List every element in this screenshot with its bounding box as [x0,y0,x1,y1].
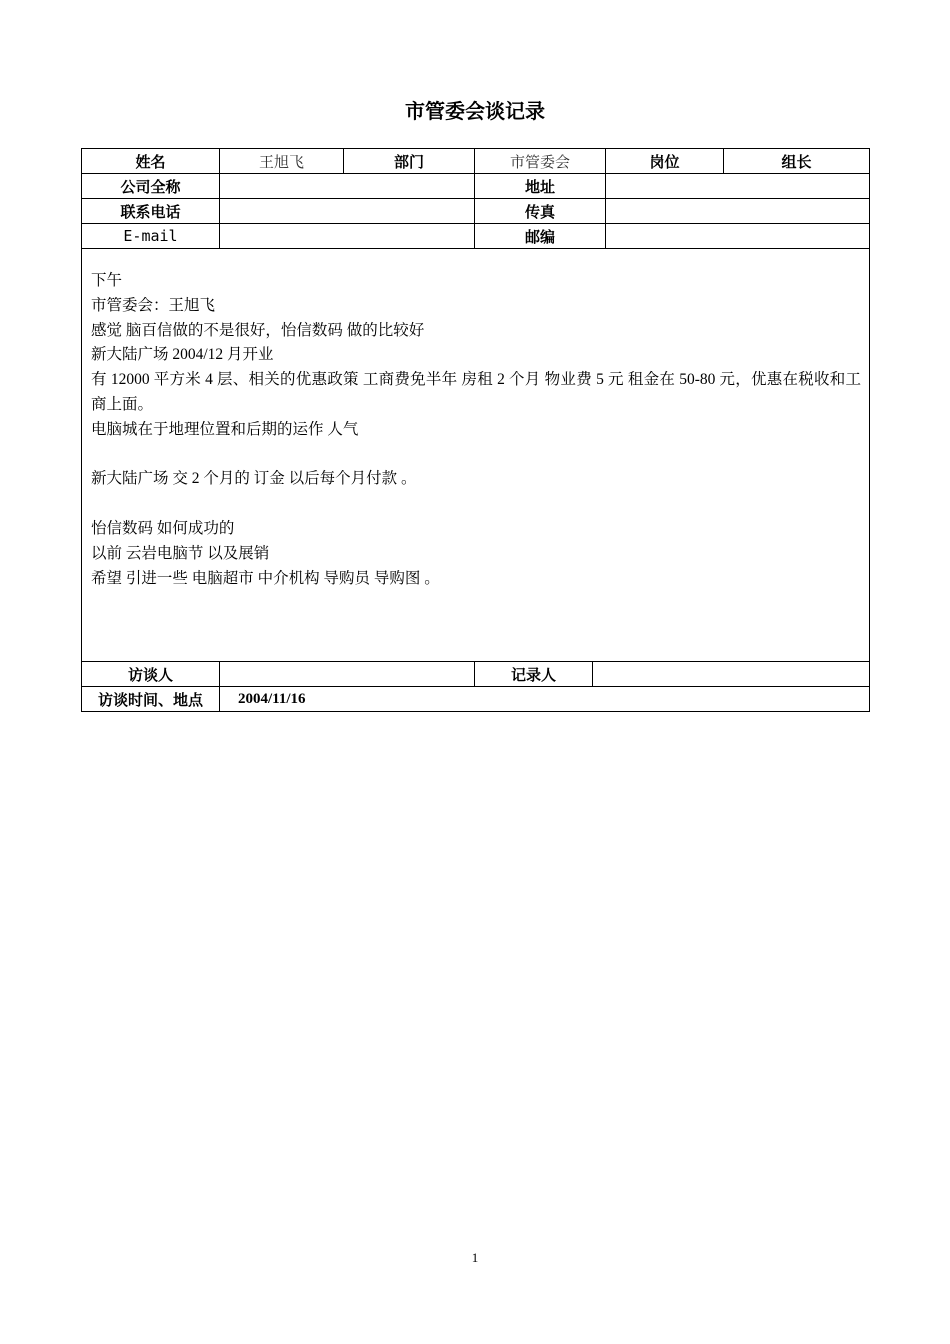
name-value: 王旭飞 [220,149,344,174]
note-line: 市管委会：王旭飞 [91,296,216,314]
recorder-value [593,662,870,687]
table-row-phone [82,199,870,224]
zip-label: 邮编 [475,224,606,249]
email-label: E-mail [82,224,220,249]
company-label: 公司全称 [82,174,220,199]
phone-value [220,199,475,224]
department-label: 部门 [344,149,475,174]
note-line [91,443,861,468]
table-row-interviewer [82,662,870,687]
note-line [91,492,861,517]
post-label: 岗位 [606,149,724,174]
interviewer-value [220,662,475,687]
address-value [606,174,870,199]
recorder-label: 记录人 [475,662,593,687]
table-row-email [82,224,870,249]
zip-value [606,224,870,249]
time-place-value: 2004/11/16 [220,687,870,712]
fax-label: 传真 [475,199,606,224]
table-row-name [82,149,870,174]
time-place-label: 访谈时间、地点 [82,687,220,712]
department-value: 市管委会 [475,149,606,174]
document-title: 市管委会谈记录 [405,99,545,123]
note-line: 有 12000 平方米 4 层、相关的优惠政策 工商费免半年 房租 2 个月 物业费 5 元 租金在 50-80 元，优惠在税收和工商上面。 [91,371,862,413]
note-line: 感觉 脑百信做的不是很好，怡信数码 做的比较好 [91,321,425,339]
name-label: 姓名 [82,149,220,174]
note-line: 电脑城在于地理位置和后期的运作 人气 [91,420,359,438]
interviewer-label: 访谈人 [82,662,220,687]
table-row-company [82,174,870,199]
note-line: 下午 [91,272,123,289]
phone-label: 联系电话 [82,199,220,224]
interview-record-table [81,148,870,712]
note-line: 新大陆广场 2004/12 月开业 [91,346,274,364]
post-value: 组长 [724,149,870,174]
fax-value [606,199,870,224]
note-line: 以前 云岩电脑节 以及展销 [91,544,270,562]
email-value [220,224,475,249]
note-line: 希望 引进一些 电脑超市 中介机构 导购员 导购图 。 [91,569,440,587]
company-value [220,174,475,199]
table-row-notes [82,249,870,662]
meeting-notes [82,249,870,662]
address-label: 地址 [475,174,606,199]
table-row-time-place [82,687,870,712]
note-line: 新大陆广场 交 2 个月的 订金 以后每个月付款 。 [91,470,417,488]
page-number: 1 [471,1250,479,1265]
note-line: 怡信数码 如何成功的 [91,519,235,537]
